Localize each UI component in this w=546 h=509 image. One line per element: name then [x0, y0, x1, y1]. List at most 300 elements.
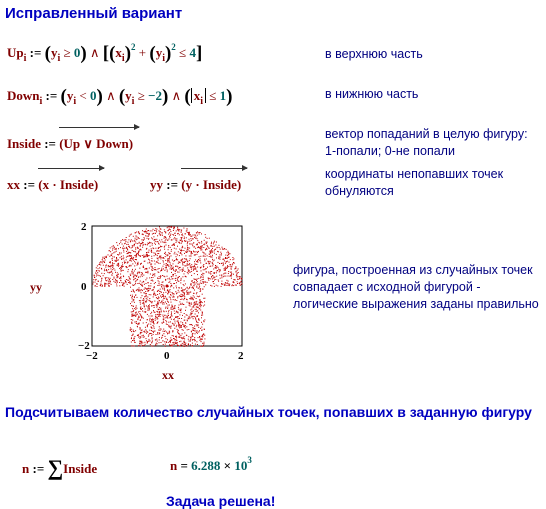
scatter-point	[145, 279, 146, 280]
scatter-point	[133, 300, 134, 301]
scatter-point	[202, 343, 203, 344]
scatter-point	[203, 255, 204, 256]
scatter-point	[119, 268, 120, 269]
scatter-point	[172, 297, 173, 298]
scatter-point	[187, 320, 188, 321]
scatter-point	[240, 276, 241, 277]
scatter-point	[123, 250, 124, 251]
scatter-point	[167, 324, 168, 325]
scatter-point	[225, 276, 226, 277]
scatter-point	[170, 317, 171, 318]
scatter-point	[126, 244, 127, 245]
scatter-point	[142, 342, 143, 343]
scatter-point	[158, 251, 159, 252]
scatter-point	[134, 244, 135, 245]
sum-equation[interactable]: n := ∑Inside	[22, 455, 98, 480]
scatter-point	[120, 274, 121, 275]
scatter-point	[141, 330, 142, 331]
scatter-point	[132, 263, 133, 264]
scatter-point	[196, 324, 197, 325]
scatter-point	[182, 259, 183, 260]
scatter-point	[167, 339, 168, 340]
scatter-point	[182, 338, 183, 339]
scatter-point	[229, 285, 230, 286]
scatter-point	[153, 274, 154, 275]
scatter-point	[143, 323, 144, 324]
scatter-point	[162, 233, 163, 234]
scatter-point	[214, 253, 215, 254]
scatter-point	[157, 290, 158, 291]
scatter-point	[216, 257, 217, 258]
scatter-point	[145, 256, 146, 257]
scatter-point	[178, 263, 179, 264]
scatter-point	[141, 309, 142, 310]
scatter-point	[200, 310, 201, 311]
scatter-point	[202, 335, 203, 336]
scatter-point	[135, 307, 136, 308]
scatter-point	[152, 230, 153, 231]
scatter-point	[155, 264, 156, 265]
scatter-point	[153, 236, 154, 237]
scatter-point	[130, 295, 131, 296]
scatter-point	[136, 314, 137, 315]
scatter-point	[153, 287, 154, 288]
scatter-point	[221, 255, 222, 256]
scatter-point	[136, 312, 137, 313]
scatter-point	[148, 236, 149, 237]
scatter-point	[204, 329, 205, 330]
scatter-point	[142, 247, 143, 248]
scatter-point	[143, 292, 144, 293]
scatter-point	[207, 267, 208, 268]
scatter-point	[190, 244, 191, 245]
scatter-point	[181, 287, 182, 288]
scatter-point	[241, 281, 242, 282]
scatter-point	[217, 247, 218, 248]
scatter-point	[144, 345, 145, 346]
scatter-point	[105, 260, 106, 261]
scatter-point	[199, 300, 200, 301]
scatter-point	[189, 288, 190, 289]
scatter-point	[153, 331, 154, 332]
scatter-point	[148, 341, 149, 342]
scatter-point	[136, 239, 137, 240]
scatter-point	[144, 306, 145, 307]
scatter-point	[163, 333, 164, 334]
scatter-point	[134, 297, 135, 298]
scatter-point	[182, 262, 183, 263]
scatter-point	[164, 331, 165, 332]
scatter-point	[113, 252, 114, 253]
scatter-point	[192, 311, 193, 312]
scatter-point	[146, 305, 147, 306]
scatter-point	[185, 255, 186, 256]
scatter-point	[150, 313, 151, 314]
scatter-point	[177, 272, 178, 273]
scatter-point	[180, 327, 181, 328]
scatter-point	[155, 233, 156, 234]
scatter-point	[101, 273, 102, 274]
scatter-point	[182, 322, 183, 323]
scatter-point	[181, 294, 182, 295]
scatter-point	[181, 234, 182, 235]
scatter-point	[112, 250, 113, 251]
scatter-point	[154, 286, 155, 287]
scatter-point	[147, 326, 148, 327]
scatter-point	[150, 242, 151, 243]
scatter-point	[161, 311, 162, 312]
scatter-point	[182, 247, 183, 248]
scatter-point	[195, 238, 196, 239]
scatter-point	[172, 293, 173, 294]
scatter-point	[214, 246, 215, 247]
scatter-point	[172, 278, 173, 279]
scatter-point	[206, 271, 207, 272]
scatter-point	[109, 262, 110, 263]
scatter-point	[158, 271, 159, 272]
scatter-point	[175, 323, 176, 324]
scatter-point	[161, 287, 162, 288]
scatter-point	[129, 281, 130, 282]
yy-equation[interactable]: yy := (y · Inside)	[150, 177, 241, 193]
scatter-point	[232, 259, 233, 260]
scatter-point	[204, 286, 205, 287]
scatter-point	[184, 317, 185, 318]
scatter-point	[216, 272, 217, 273]
scatter-point	[223, 265, 224, 266]
scatter-point	[212, 255, 213, 256]
scatter-point	[178, 307, 179, 308]
scatter-point	[165, 336, 166, 337]
scatter-point	[160, 277, 161, 278]
scatter-point	[103, 275, 104, 276]
scatter-point	[211, 251, 212, 252]
scatter-point	[143, 275, 144, 276]
scatter-point	[161, 270, 162, 271]
scatter-point	[131, 319, 132, 320]
scatter-point	[117, 280, 118, 281]
scatter-point	[220, 249, 221, 250]
scatter-point	[215, 265, 216, 266]
scatter-point	[157, 332, 158, 333]
scatter-point	[223, 264, 224, 265]
scatter-point	[129, 236, 130, 237]
scatter-point	[189, 243, 190, 244]
scatter-point	[174, 260, 175, 261]
scatter-point	[149, 304, 150, 305]
scatter-point	[168, 311, 169, 312]
scatter-point	[128, 252, 129, 253]
scatter-point	[113, 268, 114, 269]
scatter-point	[130, 303, 131, 304]
scatter-point	[149, 330, 150, 331]
scatter-point	[191, 254, 192, 255]
scatter-point	[134, 245, 135, 246]
scatter-point	[172, 345, 173, 346]
scatter-point	[121, 259, 122, 260]
scatter-point	[178, 318, 179, 319]
scatter-point	[111, 271, 112, 272]
scatter-point	[168, 249, 169, 250]
scatter-point	[170, 340, 171, 341]
scatter-point	[191, 309, 192, 310]
scatter-point	[143, 234, 144, 235]
scatter-point	[131, 305, 132, 306]
scatter-point	[203, 265, 204, 266]
scatter-point	[202, 336, 203, 337]
scatter-point	[130, 234, 131, 235]
scatter-point	[167, 299, 168, 300]
scatter-point	[214, 280, 215, 281]
scatter-point	[151, 258, 152, 259]
scatter-point	[159, 230, 160, 231]
scatter-point	[204, 338, 205, 339]
scatter-point	[224, 276, 225, 277]
scatter-point	[146, 252, 147, 253]
scatter-point	[207, 242, 208, 243]
scatter-point	[161, 257, 162, 258]
scatter-point	[192, 298, 193, 299]
scatter-point	[155, 345, 156, 346]
scatter-point	[184, 332, 185, 333]
scatter-point	[174, 307, 175, 308]
scatter-point	[108, 280, 109, 281]
scatter-point	[167, 264, 168, 265]
scatter-point	[186, 307, 187, 308]
scatter-point	[129, 252, 130, 253]
scatter-point	[183, 345, 184, 346]
scatter-point	[196, 320, 197, 321]
scatter-point	[174, 253, 175, 254]
scatter-point	[189, 241, 190, 242]
scatter-point	[118, 248, 119, 249]
scatter-point	[164, 341, 165, 342]
scatter-point	[107, 270, 108, 271]
scatter-point	[166, 263, 167, 264]
scatter-point	[161, 310, 162, 311]
scatter-point	[221, 253, 222, 254]
scatter-point	[180, 335, 181, 336]
scatter-point	[145, 301, 146, 302]
scatter-point	[132, 269, 133, 270]
scatter-point	[228, 285, 229, 286]
scatter-point	[101, 262, 102, 263]
scatter-point	[182, 343, 183, 344]
scatter-point	[238, 272, 239, 273]
down-equation[interactable]: Down$_i$ := $(y_i < 0)$ ∧ $(y_i \ge -2)$ ∧ ( $x_i \le 1$)	[7, 86, 233, 107]
scatter-point	[121, 270, 122, 271]
scatter-point	[162, 323, 163, 324]
scatter-point	[190, 338, 191, 339]
scatter-point	[196, 331, 197, 332]
scatter-point	[145, 287, 146, 288]
scatter-point	[156, 231, 157, 232]
scatter-point	[201, 243, 202, 244]
scatter-point	[203, 244, 204, 245]
scatter-point	[143, 256, 144, 257]
scatter-point	[130, 265, 131, 266]
scatter-point	[174, 321, 175, 322]
scatter-point	[199, 256, 200, 257]
scatter-point	[193, 310, 194, 311]
inside-equation[interactable]: Inside := (Up ∨ Down)	[7, 136, 133, 152]
scatter-point	[194, 290, 195, 291]
scatter-point	[174, 283, 175, 284]
scatter-point	[92, 284, 93, 285]
scatter-point	[147, 230, 148, 231]
scatter-point	[159, 268, 160, 269]
scatter-point	[148, 285, 149, 286]
scatter-point	[108, 284, 109, 285]
scatter-point	[131, 338, 132, 339]
scatter-point	[157, 314, 158, 315]
scatter-point	[172, 279, 173, 280]
scatter-point	[179, 318, 180, 319]
scatter-point	[139, 317, 140, 318]
scatter-point	[170, 328, 171, 329]
scatter-point	[160, 275, 161, 276]
scatter-point	[137, 335, 138, 336]
scatter-point	[144, 296, 145, 297]
scatter-point	[164, 276, 165, 277]
scatter-point	[167, 270, 168, 271]
scatter-point	[159, 332, 160, 333]
scatter-point	[133, 276, 134, 277]
scatter-point	[156, 230, 157, 231]
scatter-point	[99, 267, 100, 268]
scatter-point	[182, 315, 183, 316]
scatter-point	[152, 328, 153, 329]
scatter-point	[181, 238, 182, 239]
scatter-point	[190, 337, 191, 338]
scatter-point	[149, 288, 150, 289]
scatter-point	[148, 324, 149, 325]
scatter-point	[119, 254, 120, 255]
scatter-point	[159, 257, 160, 258]
scatter-point	[148, 308, 149, 309]
scatter-point	[122, 262, 123, 263]
scatter-point	[158, 316, 159, 317]
scatter-point	[146, 283, 147, 284]
scatter-point	[112, 264, 113, 265]
scatter-point	[193, 295, 194, 296]
scatter-point	[173, 228, 174, 229]
scatter-point	[169, 278, 170, 279]
scatter-plot[interactable]	[78, 218, 260, 388]
xx-equation[interactable]: xx := (x · Inside)	[7, 177, 98, 193]
scatter-point	[169, 327, 170, 328]
scatter-point	[170, 247, 171, 248]
scatter-point	[136, 255, 137, 256]
scatter-point	[195, 259, 196, 260]
scatter-point	[133, 272, 134, 273]
scatter-point	[147, 244, 148, 245]
scatter-point	[195, 317, 196, 318]
scatter-point	[165, 344, 166, 345]
scatter-point	[159, 293, 160, 294]
scatter-point	[171, 339, 172, 340]
scatter-point	[116, 275, 117, 276]
scatter-point	[194, 339, 195, 340]
scatter-point	[136, 236, 137, 237]
scatter-point	[159, 326, 160, 327]
scatter-point	[160, 242, 161, 243]
scatter-point	[176, 248, 177, 249]
scatter-point	[165, 232, 166, 233]
scatter-point	[207, 238, 208, 239]
scatter-point	[148, 316, 149, 317]
scatter-point	[131, 311, 132, 312]
scatter-point	[180, 346, 181, 347]
scatter-point	[175, 305, 176, 306]
scatter-point	[157, 318, 158, 319]
scatter-point	[164, 298, 165, 299]
scatter-point	[223, 263, 224, 264]
scatter-point	[195, 254, 196, 255]
scatter-point	[100, 284, 101, 285]
scatter-point	[172, 323, 173, 324]
scatter-point	[138, 334, 139, 335]
scatter-point	[121, 282, 122, 283]
scatter-point	[108, 254, 109, 255]
scatter-point	[233, 279, 234, 280]
scatter-point	[182, 296, 183, 297]
scatter-point	[238, 268, 239, 269]
scatter-point	[155, 267, 156, 268]
scatter-point	[149, 309, 150, 310]
scatter-point	[109, 283, 110, 284]
scatter-point	[225, 269, 226, 270]
scatter-point	[153, 289, 154, 290]
scatter-point	[138, 253, 139, 254]
up-equation[interactable]: $Up_i$ := $(y_i \ge 0)$ ∧ $[(x_i)^2 + (y_i)^2 \le 4]$	[7, 42, 203, 64]
scatter-point	[208, 277, 209, 278]
scatter-point	[200, 291, 201, 292]
scatter-point	[192, 339, 193, 340]
scatter-point	[232, 282, 233, 283]
scatter-point	[141, 243, 142, 244]
scatter-point	[171, 265, 172, 266]
scatter-point	[101, 280, 102, 281]
scatter-point	[190, 297, 191, 298]
result-equation[interactable]: $n = 6.288 \times 10^3$	[170, 455, 252, 473]
scatter-point	[203, 269, 204, 270]
scatter-point	[210, 271, 211, 272]
scatter-point	[211, 243, 212, 244]
scatter-point	[221, 286, 222, 287]
scatter-point	[181, 290, 182, 291]
scatter-point	[200, 302, 201, 303]
scatter-point	[176, 287, 177, 288]
scatter-point	[138, 316, 139, 317]
scatter-point	[181, 326, 182, 327]
scatter-point	[221, 274, 222, 275]
scatter-point	[233, 258, 234, 259]
scatter-point	[99, 275, 100, 276]
scatter-point	[100, 265, 101, 266]
scatter-point	[199, 330, 200, 331]
scatter-point	[230, 266, 231, 267]
scatter-point	[184, 326, 185, 327]
scatter-point	[211, 249, 212, 250]
scatter-point	[131, 331, 132, 332]
scatter-point	[140, 281, 141, 282]
scatter-point	[203, 264, 204, 265]
scatter-point	[110, 265, 111, 266]
scatter-point	[135, 263, 136, 264]
scatter-point	[197, 279, 198, 280]
scatter-point	[194, 246, 195, 247]
